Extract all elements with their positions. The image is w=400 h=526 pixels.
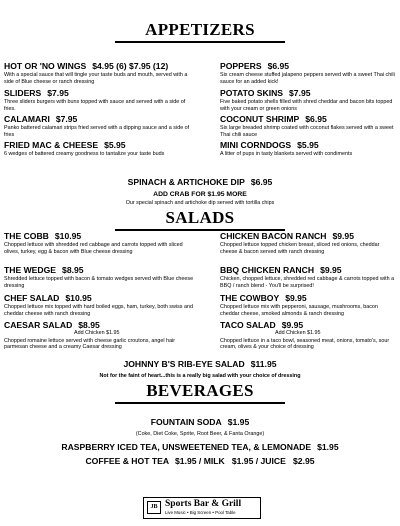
menu-item-sliders — [4, 88, 194, 112]
menu-item-taco-salad — [220, 320, 396, 351]
item-name: SLIDERS — [4, 88, 42, 98]
item-description: Three sliders burgers with buns topped with sauce and served with a side of fries. — [4, 99, 186, 112]
menu-item-chicken-bacon-ranch — [220, 231, 396, 255]
appetizers-title: APPETIZERS — [145, 20, 255, 39]
item-description: Chopped lettuce in a taco bowl, seasoned meat, onions, tomato's, sour cream, olives & your choice of dressing — [220, 337, 390, 351]
item-price: $6.95 — [250, 177, 273, 187]
item-name: THE WEDGE — [4, 265, 57, 275]
item-name: BBQ CHICKEN RANCH — [220, 265, 315, 275]
item-price: $6.95 — [267, 61, 290, 71]
item-name: POPPERS — [220, 61, 262, 71]
item-description: Chopped lettuce with shredded red cabbage and carrots topped with sliced olives, turkey, egg & bacon with Blue cheese dressing — [4, 242, 183, 255]
logo-tagline: Live Music • Big Screen • Pool Table — [165, 510, 236, 515]
appetizers-rule — [115, 41, 285, 43]
item-name: JOHNNY B'S RIB-EYE SALAD — [123, 359, 245, 369]
item-description: Chopped lettuce mix with pepperoni, sausage, mushrooms, bacon cheddar cheese, smoked almonds & ranch dressing — [220, 304, 378, 317]
menu-item-coffee-hot-tea — [0, 451, 400, 469]
item-name: CALAMARI — [4, 114, 50, 124]
item-description: Shredded lettuce topped with bacon & tomato wedges served with Blue cheese dressing — [4, 276, 194, 289]
item-price: $10.95 — [54, 231, 82, 241]
item-name: FOUNTAIN SODA — [150, 417, 222, 427]
menu-item-spinach-dip — [0, 172, 400, 207]
menu-item-chef-salad — [4, 293, 194, 317]
item-name: MINI CORNDOGS — [220, 140, 292, 150]
item-name: SPINACH & ARTICHOKE DIP — [127, 177, 245, 187]
menu-item-hot-wings — [4, 61, 194, 85]
item-description: Panko battered calamari strips fried served with a dipping sauce and a side of fries — [4, 125, 190, 138]
item-name: TACO SALAD — [220, 320, 276, 330]
item-price: $9.95 — [332, 231, 354, 241]
item-description: Six cream cheese stuffed jalapeno peppers served with a sweet Thai chili sauce for an added kick! — [220, 72, 395, 85]
item-price: $7.95 — [55, 114, 78, 124]
menu-item-bbq-chicken-ranch — [220, 265, 396, 289]
item-price: $1.95 — [317, 442, 339, 452]
menu-item-poppers — [220, 61, 396, 85]
add-chicken-note: Add Chicken $1.95 — [74, 330, 120, 336]
item-price: $8.95 — [78, 320, 100, 330]
item-prices: $1.95 / MILK $1.95 / JUICE $2.95 — [175, 456, 315, 466]
item-description: Five baked potato shells filled with shred cheddar and bacon bits topped with your cream or green onions — [220, 99, 393, 112]
item-price: $5.95 — [297, 140, 319, 150]
item-description: Six large breaded shrimp coated with coconut flakes served with a sweet Thai chili sauce — [220, 125, 394, 138]
item-name: HOT OR 'NO WINGS — [4, 61, 87, 71]
menu-item-potato-skins — [220, 88, 396, 112]
item-description: With a special sauce that will tingle your taste buds and mouth, served with a side of Blue cheese or ranch dressing — [4, 72, 188, 85]
item-price: $10.95 — [65, 293, 92, 303]
item-price: $9.95 — [320, 265, 342, 275]
menu-item-coconut-shrimp — [220, 114, 396, 138]
item-price: $7.95 — [47, 88, 69, 98]
item-price: $4.95 (6) $7.95 (12) — [92, 61, 169, 71]
item-description: Chopped lettuce mix topped with hard boiled eggs, ham, turkey, both swiss and cheddar cheese with ranch dressing — [4, 304, 193, 317]
beverages-rule — [115, 402, 285, 404]
item-description: Chicken, chopped lettuce, shredded red cabbage & carrots topped with a BBQ / ranch blend - You'll be surprised! — [220, 276, 395, 289]
menu-item-fried-mac-cheese — [4, 140, 194, 158]
menu-item-the-cowboy — [220, 293, 396, 317]
logo-name: Sports Bar & Grill — [165, 499, 242, 509]
menu-item-ribeye-salad — [0, 354, 400, 380]
item-price: $8.95 — [62, 265, 84, 275]
add-chicken-note: Add Chicken $1.95 — [275, 330, 321, 336]
logo-emblem-icon: JB — [147, 501, 161, 514]
item-name: CHICKEN BACON RANCH — [220, 231, 327, 241]
item-name: RASPBERRY ICED TEA, UNSWEETENED TEA, & LEMONADE — [61, 442, 312, 452]
sports-bar-logo — [143, 497, 261, 519]
item-name: CAESAR SALAD — [4, 320, 73, 330]
item-name: FRIED MAC & CHEESE — [4, 140, 99, 150]
menu-item-mini-corndogs — [220, 140, 396, 158]
item-name: POTATO SKINS — [220, 88, 284, 98]
item-name: COFFEE & HOT TEA — [85, 456, 170, 466]
item-name: CHEF SALAD — [4, 293, 60, 303]
salads-title: SALADS — [165, 208, 235, 227]
item-price: $5.95 — [104, 140, 126, 150]
item-description: (Coke, Diet Coke, Sprite, Root Beer, & Fanta Orange) — [135, 431, 265, 437]
item-price: $9.95 — [285, 293, 307, 303]
menu-item-the-wedge — [4, 265, 194, 289]
item-description: Chopped romaine lettuce served with cheese garlic croutons, angel hair parmesan cheese and a creamy Caesar dressing — [4, 337, 176, 351]
item-price: $1.95 — [227, 417, 250, 427]
menu-item-calamari — [4, 114, 194, 138]
menu-item-caesar-salad — [4, 320, 194, 351]
item-price: $11.95 — [250, 359, 277, 369]
item-name: THE COBB — [4, 231, 49, 241]
item-price: $7.95 — [289, 88, 311, 98]
item-description: Not for the faint of heart...this is a really big salad with your choice of dressing — [99, 373, 301, 379]
item-name: THE COWBOY — [220, 293, 280, 303]
menu-item-fountain-soda — [0, 412, 400, 438]
dip-addon: ADD CRAB FOR $1.95 MORE — [153, 191, 247, 198]
item-name: COCONUT SHRIMP — [220, 114, 300, 124]
item-price: $9.95 — [281, 320, 304, 330]
item-description: Our special spinach and artichoke dip served with tortilla chips — [125, 200, 275, 206]
item-price: $6.95 — [305, 114, 327, 124]
menu-item-the-cobb — [4, 231, 194, 255]
item-description: Chopped lettuce topped chicken breast, sliced red onions, cheddar cheese & bacon served with ranch dressing — [220, 242, 380, 255]
item-description: A litter of pups in tasty blankets served with condiments — [220, 151, 353, 157]
item-description: 6 wedges of battered creamy goodness to tantalize your taste buds — [4, 151, 165, 157]
beverages-title: BEVERAGES — [146, 381, 254, 400]
